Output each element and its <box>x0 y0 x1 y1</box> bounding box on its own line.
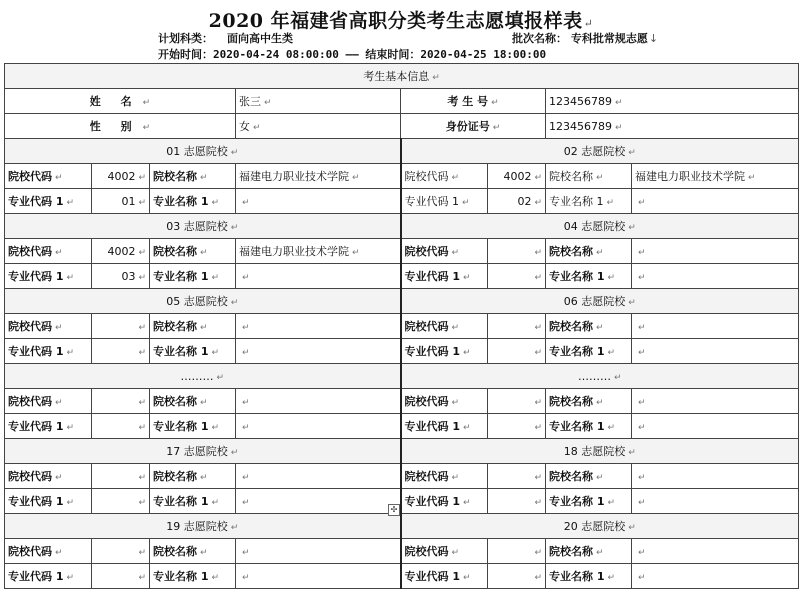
choice-title: 03 志愿院校 ↵ <box>5 214 401 239</box>
major-code-label: 专业代码 1 ↵ <box>401 564 488 589</box>
major-code-value[interactable] <box>488 564 546 589</box>
school-code-label: 院校代码 ↵ <box>5 314 92 339</box>
major-code-value[interactable] <box>92 339 150 364</box>
gender-value[interactable]: 女 ↵ <box>236 114 401 139</box>
choice-row <box>5 264 799 289</box>
choice-title: 04 志愿院校 ↵ <box>401 214 799 239</box>
school-name-value[interactable] <box>632 314 799 339</box>
school-name-label: 院校名称 ↵ <box>150 464 236 489</box>
choice-title: 20 志愿院校 ↵ <box>401 514 799 539</box>
school-code-value[interactable] <box>488 239 546 264</box>
school-code-value[interactable] <box>92 464 150 489</box>
choice-row <box>5 239 799 264</box>
choice-header-row <box>5 439 799 464</box>
choice-row <box>5 464 799 489</box>
school-code-label: 院校代码 ↵ <box>5 164 92 189</box>
major-name-value[interactable] <box>236 414 401 439</box>
school-name-value[interactable] <box>236 389 401 414</box>
school-name-label: 院校名称 ↵ <box>150 389 236 414</box>
major-code-value[interactable]: 02 ↵ <box>488 189 546 214</box>
major-code-label: 专业代码 1 ↵ <box>5 489 92 514</box>
school-name-label: 院校名称 ↵ <box>150 314 236 339</box>
choice-row <box>5 539 799 564</box>
major-name-value[interactable] <box>632 489 799 514</box>
school-code-value[interactable] <box>488 539 546 564</box>
school-code-value[interactable]: 4002 ↵ <box>92 239 150 264</box>
school-code-label: 院校代码 ↵ <box>401 389 488 414</box>
choice-title: ……… ↵ <box>401 364 799 389</box>
table-move-handle-icon[interactable]: ✣ <box>388 504 400 516</box>
major-name-value[interactable] <box>632 414 799 439</box>
major-code-value[interactable] <box>92 564 150 589</box>
school-code-label: 院校代码 ↵ <box>5 464 92 489</box>
major-code-label: 专业代码 1 ↵ <box>5 414 92 439</box>
major-code-label: 专业代码 1 ↵ <box>5 264 92 289</box>
major-name-label: 专业名称 1 ↵ <box>546 489 632 514</box>
major-name-value[interactable] <box>632 189 799 214</box>
school-name-label: 院校名称 ↵ <box>546 314 632 339</box>
school-code-label: 院校代码 ↵ <box>401 314 488 339</box>
major-name-value[interactable] <box>632 339 799 364</box>
choice-row <box>5 414 799 439</box>
school-code-label: 院校代码 ↵ <box>401 239 488 264</box>
major-name-value[interactable] <box>236 339 401 364</box>
school-name-label: 院校名称 ↵ <box>150 539 236 564</box>
school-name-label: 院校名称 ↵ <box>150 164 236 189</box>
school-name-value[interactable] <box>632 389 799 414</box>
choice-header-row <box>5 139 799 164</box>
school-name-value[interactable]: 福建电力职业技术学院 ↵ <box>632 164 799 189</box>
choice-title: 02 志愿院校 ↵ <box>401 139 799 164</box>
major-code-value[interactable] <box>488 414 546 439</box>
major-name-label: 专业名称 1 ↵ <box>150 264 236 289</box>
gender-label: 性 别 ↵ <box>5 114 236 139</box>
choice-header-row <box>5 214 799 239</box>
major-code-value[interactable] <box>92 489 150 514</box>
exam-no-label: 考 生 号 ↵ <box>401 89 546 114</box>
major-code-value[interactable] <box>488 264 546 289</box>
choice-title: 01 志愿院校 ↵ <box>5 139 401 164</box>
choice-row <box>5 339 799 364</box>
choice-row <box>5 314 799 339</box>
major-code-value[interactable] <box>92 414 150 439</box>
school-name-value[interactable] <box>236 464 401 489</box>
major-code-value[interactable] <box>488 489 546 514</box>
school-code-label: 院校代码 ↵ <box>401 164 488 189</box>
major-name-value[interactable] <box>236 189 401 214</box>
basic-info-row <box>5 114 799 139</box>
major-code-label: 专业代码 1 ↵ <box>401 264 488 289</box>
school-code-label: 院校代码 ↵ <box>5 539 92 564</box>
major-code-value[interactable]: 01 ↵ <box>92 189 150 214</box>
major-code-label: 专业代码 1 ↵ <box>5 189 92 214</box>
major-name-label: 专业名称 1 ↵ <box>150 414 236 439</box>
choice-title: 06 志愿院校 ↵ <box>401 289 799 314</box>
major-name-value[interactable] <box>236 564 401 589</box>
major-name-label: 专业名称 1 ↵ <box>150 339 236 364</box>
school-code-value[interactable]: 4002 ↵ <box>488 164 546 189</box>
major-name-label: 专业名称 1 ↵ <box>546 189 632 214</box>
major-name-label: 专业名称 1 ↵ <box>150 564 236 589</box>
time-range: 开始时间：2020-04-24 08:00:00 —— 结束时间：2020-04-25 18:00:00 <box>158 48 547 61</box>
plan-type: 计划科类： 面向高中生类 <box>158 32 293 45</box>
school-name-label: 院校名称 ↵ <box>546 464 632 489</box>
school-code-value[interactable] <box>488 389 546 414</box>
choice-header-row <box>5 289 799 314</box>
school-name-value[interactable]: 福建电力职业技术学院 ↵ <box>236 164 401 189</box>
school-name-value[interactable] <box>632 239 799 264</box>
choice-title: 17 志愿院校 ↵ <box>5 439 401 464</box>
major-code-label: 专业代码 1 ↵ <box>401 414 488 439</box>
major-code-value[interactable] <box>488 339 546 364</box>
choice-row <box>5 564 799 589</box>
school-name-value[interactable]: 福建电力职业技术学院 ↵ <box>236 239 401 264</box>
school-name-label: 院校名称 ↵ <box>546 239 632 264</box>
school-code-label: 院校代码 ↵ <box>5 389 92 414</box>
application-form-table <box>4 63 799 589</box>
school-code-value[interactable] <box>92 539 150 564</box>
school-name-value[interactable] <box>236 314 401 339</box>
school-name-value[interactable] <box>632 464 799 489</box>
major-name-value[interactable] <box>632 264 799 289</box>
major-name-label: 专业名称 1 ↵ <box>150 189 236 214</box>
choice-row <box>5 489 799 514</box>
id-number-label: 身份证号 ↵ <box>401 114 546 139</box>
major-name-label: 专业名称 1 ↵ <box>546 339 632 364</box>
school-code-value[interactable] <box>92 314 150 339</box>
major-code-label: 专业代码 1 ↵ <box>401 489 488 514</box>
name-label: 姓 名 ↵ <box>5 89 236 114</box>
school-code-value[interactable]: 4002 ↵ <box>92 164 150 189</box>
school-name-value[interactable] <box>236 539 401 564</box>
choice-title: ……… ↵ <box>5 364 401 389</box>
choice-row <box>5 389 799 414</box>
batch-name: 批次名称： 专科批常规志愿↓ <box>512 32 659 45</box>
major-code-value[interactable]: 03 ↵ <box>92 264 150 289</box>
school-name-value[interactable] <box>632 539 799 564</box>
major-name-label: 专业名称 1 ↵ <box>546 264 632 289</box>
name-value[interactable]: 张三 ↵ <box>236 89 401 114</box>
choice-row <box>5 189 799 214</box>
choice-row <box>5 164 799 189</box>
basic-info-row <box>5 89 799 114</box>
major-name-value[interactable] <box>236 489 401 514</box>
basic-info-title: 考生基本信息 ↵ <box>5 64 799 89</box>
school-code-value[interactable] <box>488 464 546 489</box>
major-code-label: 专业代码 1 ↵ <box>401 189 488 214</box>
exam-no-value[interactable]: 123456789 ↵ <box>546 89 799 114</box>
school-name-label: 院校名称 ↵ <box>546 389 632 414</box>
choice-title: 19 志愿院校 ↵ <box>5 514 401 539</box>
school-code-label: 院校代码 ↵ <box>401 464 488 489</box>
school-code-value[interactable] <box>488 314 546 339</box>
school-code-label: 院校代码 ↵ <box>5 239 92 264</box>
major-name-value[interactable] <box>632 564 799 589</box>
page-title: 2020 年福建省高职分类考生志愿填报样表↵ <box>208 10 594 32</box>
school-name-label: 院校名称 ↵ <box>546 539 632 564</box>
school-code-label: 院校代码 ↵ <box>401 539 488 564</box>
school-name-label: 院校名称 ↵ <box>546 164 632 189</box>
major-code-label: 专业代码 1 ↵ <box>401 339 488 364</box>
basic-info-header-row <box>5 64 799 89</box>
major-name-label: 专业名称 1 ↵ <box>546 564 632 589</box>
major-name-label: 专业名称 1 ↵ <box>546 414 632 439</box>
id-number-value[interactable]: 123456789 ↵ <box>546 114 799 139</box>
school-name-label: 院校名称 ↵ <box>150 239 236 264</box>
major-code-label: 专业代码 1 ↵ <box>5 564 92 589</box>
choice-header-row <box>5 364 799 389</box>
choice-title: 18 志愿院校 ↵ <box>401 439 799 464</box>
choice-header-row <box>5 514 799 539</box>
school-code-value[interactable] <box>92 389 150 414</box>
major-name-label: 专业名称 1 ↵ <box>150 489 236 514</box>
choice-title: 05 志愿院校 ↵ <box>5 289 401 314</box>
major-name-value[interactable] <box>236 264 401 289</box>
major-code-label: 专业代码 1 ↵ <box>5 339 92 364</box>
